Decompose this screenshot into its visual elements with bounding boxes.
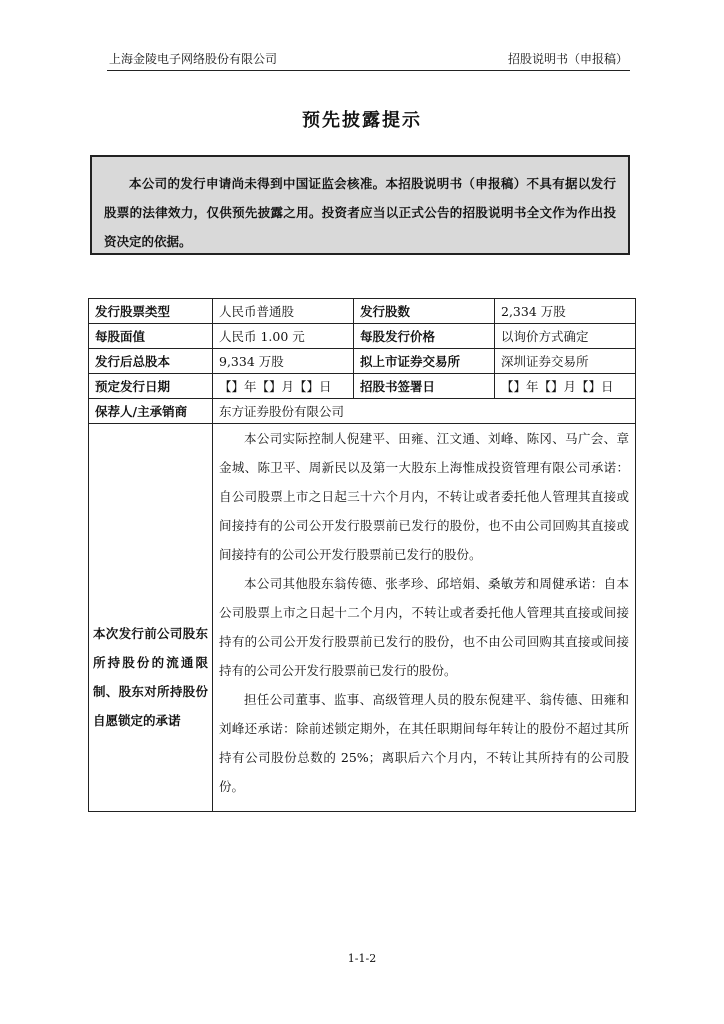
page-number: 1-1-2 bbox=[347, 952, 377, 965]
label-lockup-commitment bbox=[89, 424, 213, 812]
commitment-paragraph-2: 本公司其他股东翁传德、张孝珍、邱培娟、桑敏芳和周健承诺：自本公司股票上市之日起十二个月内，不转让或者委托他人管理其直接或间接持有的公司公开发行股票前已发行的股份，也不由公司回购其直接或间接持有的公司公开发行股票前已发行的股份。 bbox=[219, 576, 629, 678]
lockup-commitment-label-text: 本次发行前公司股东所持股份的流通限制、股东对所持股份自愿锁定的承诺 bbox=[93, 625, 208, 728]
header-company: 上海金陵电子网络股份有限公司 bbox=[109, 52, 278, 66]
table-row bbox=[89, 324, 636, 349]
table-row bbox=[89, 349, 636, 374]
value-share-type: 人民币普通股 bbox=[213, 299, 354, 324]
value-share-count: 2,334 万股 bbox=[495, 299, 636, 324]
value-par-value: 人民币 1.00 元 bbox=[213, 324, 354, 349]
page-header bbox=[107, 50, 630, 71]
label-par-value: 每股面值 bbox=[89, 324, 213, 349]
table-row bbox=[89, 399, 636, 424]
label-exchange: 拟上市证券交易所 bbox=[354, 349, 495, 374]
label-issue-date: 预定发行日期 bbox=[89, 374, 213, 399]
value-total-shares: 9,334 万股 bbox=[213, 349, 354, 374]
page-title: 预先披露提示 bbox=[302, 110, 422, 131]
label-share-count: 发行股数 bbox=[354, 299, 495, 324]
value-issue-date: 【】年【】月【】日 bbox=[213, 374, 354, 399]
offering-info-table bbox=[88, 298, 636, 812]
label-share-type: 发行股票类型 bbox=[89, 299, 213, 324]
value-sign-date: 【】年【】月【】日 bbox=[495, 374, 636, 399]
label-total-shares: 发行后总股本 bbox=[89, 349, 213, 374]
disclosure-notice: 本公司的发行申请尚未得到中国证监会核准。本招股说明书（申报稿）不具有据以发行股票的法律效力，仅供预先披露之用。投资者应当以正式公告的招股说明书全文作为作出投资决定的依据。 bbox=[90, 155, 630, 255]
value-exchange: 深圳证券交易所 bbox=[495, 349, 636, 374]
label-issue-price: 每股发行价格 bbox=[354, 324, 495, 349]
table-row bbox=[89, 299, 636, 324]
table-row bbox=[89, 424, 636, 812]
value-sponsor: 东方证券股份有限公司 bbox=[213, 399, 636, 424]
commitment-paragraph-3: 担任公司董事、监事、高级管理人员的股东倪建平、翁传德、田雍和刘峰还承诺：除前述锁定期外，在其任职期间每年转让的股份不超过其所持有公司股份总数的 25%；离职后六个月内，不转让其所持有的公司股份。 bbox=[219, 692, 629, 794]
label-sponsor: 保荐人/主承销商 bbox=[89, 399, 213, 424]
commitment-paragraph-1: 本公司实际控制人倪建平、田雍、江文通、刘峰、陈冈、马广会、章金城、陈卫平、周新民以及第一大股东上海惟成投资管理有限公司承诺：自公司股票上市之日起三十六个月内，不转让或者委托他人管理其直接或间接持有的公司公开发行股票前已发行的股份，也不由公司回购其直接或间接持有的公司公开发行股票前已发行的股份。 bbox=[219, 431, 629, 562]
label-sign-date: 招股书签署日 bbox=[354, 374, 495, 399]
header-doc-title: 招股说明书（申报稿） bbox=[507, 52, 628, 66]
value-issue-price: 以询价方式确定 bbox=[495, 324, 636, 349]
lockup-commitment-text bbox=[213, 424, 636, 812]
table-row bbox=[89, 374, 636, 399]
